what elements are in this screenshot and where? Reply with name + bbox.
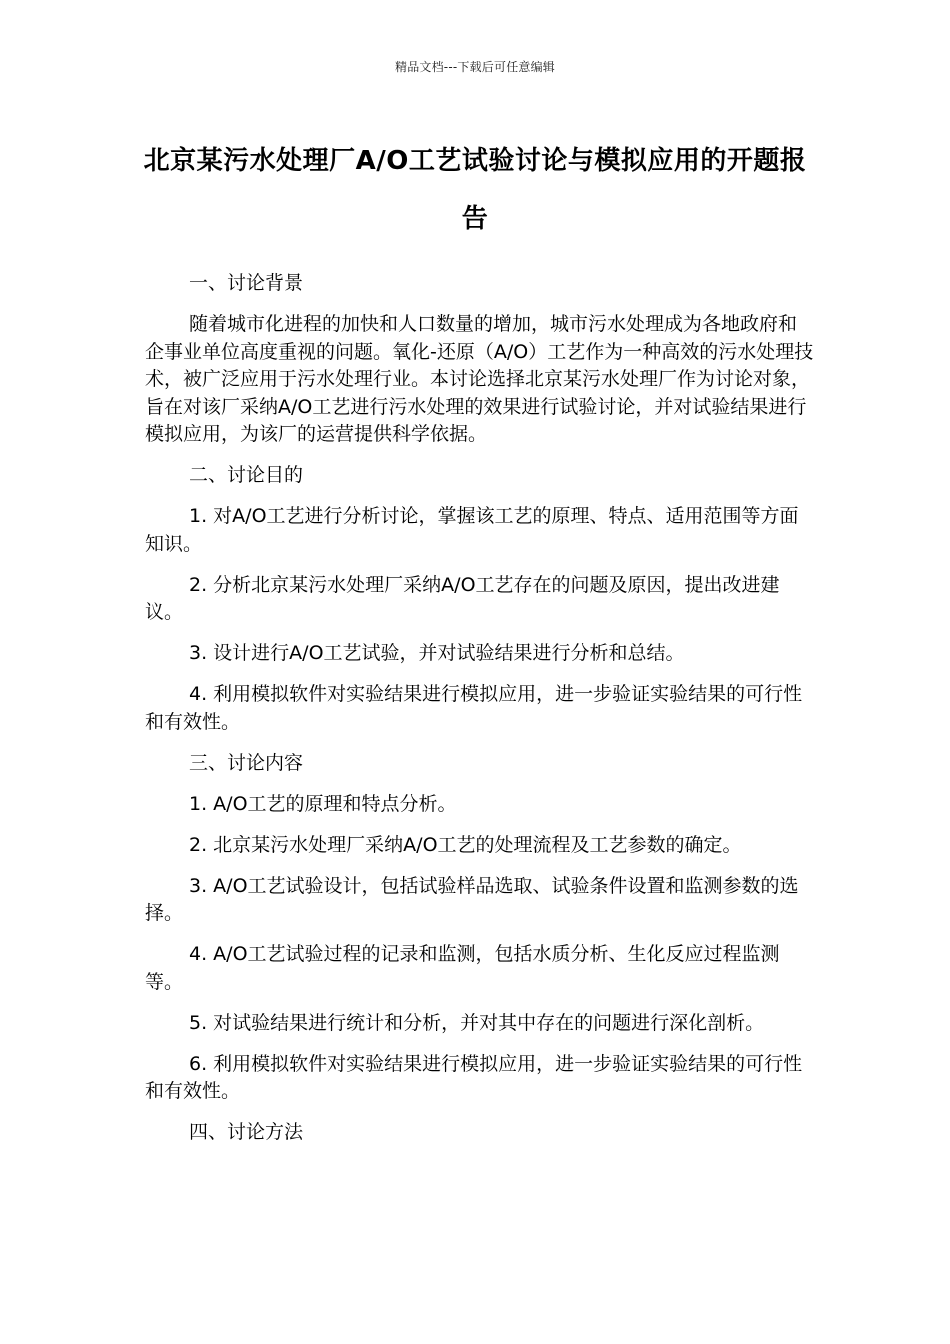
paragraph: 随着城市化进程的加快和人口数量的增加，城市污水处理成为各地政府和企事业单位高度重视的问题。氧化-还原（A/O）工艺作为一种高效的污水处理技术，被广泛应用于污水处理行业。本讨论选择北京某污水处理厂作为讨论对象，旨在对该厂采纳A/O工艺进行污水处理的效果进行试验讨论，并对试验结果进行模拟应用，为该厂的运营提供科学依据。	[145, 313, 814, 445]
document-title: 北京某污水处理厂A/O工艺试验讨论与模拟应用的开题报告	[143, 146, 807, 234]
section-heading: 四、讨论方法	[189, 1121, 304, 1143]
page-header: 精品文档---下载后可任意编辑	[395, 60, 555, 74]
section-heading: 一、讨论背景	[189, 272, 304, 294]
list-item: 1. A/O工艺的原理和特点分析。	[189, 792, 457, 815]
list-item: 2. 北京某污水处理厂采纳A/O工艺的处理流程及工艺参数的确定。	[189, 833, 742, 856]
section-heading: 二、讨论目的	[189, 464, 304, 486]
list-item: 5. 对试验结果进行统计和分析，并对其中存在的问题进行深化剖析。	[189, 1011, 765, 1034]
list-item: 3. 设计进行A/O工艺试验，并对试验结果进行分析和总结。	[189, 642, 685, 664]
list-item: 4. 利用模拟软件对实验结果进行模拟应用，进一步验证实验结果的可行性和有效性。	[145, 683, 803, 733]
document-body	[145, 270, 815, 1160]
list-item: 2. 分析北京某污水处理厂采纳A/O工艺存在的问题及原因，提出改进建议。	[145, 573, 780, 623]
list-item: 1. 对A/O工艺进行分析讨论，掌握该工艺的原理、特点、适用范围等方面知识。	[145, 505, 799, 555]
list-item: 6. 利用模拟软件对实验结果进行模拟应用，进一步验证实验结果的可行性和有效性。	[145, 1052, 803, 1102]
list-item: 3. A/O工艺试验设计，包括试验样品选取、试验条件设置和监测参数的选择。	[145, 874, 799, 924]
section-heading: 三、讨论内容	[189, 751, 304, 774]
list-item: 4. A/O工艺试验过程的记录和监测，包括水质分析、生化反应过程监测等。	[145, 943, 780, 993]
